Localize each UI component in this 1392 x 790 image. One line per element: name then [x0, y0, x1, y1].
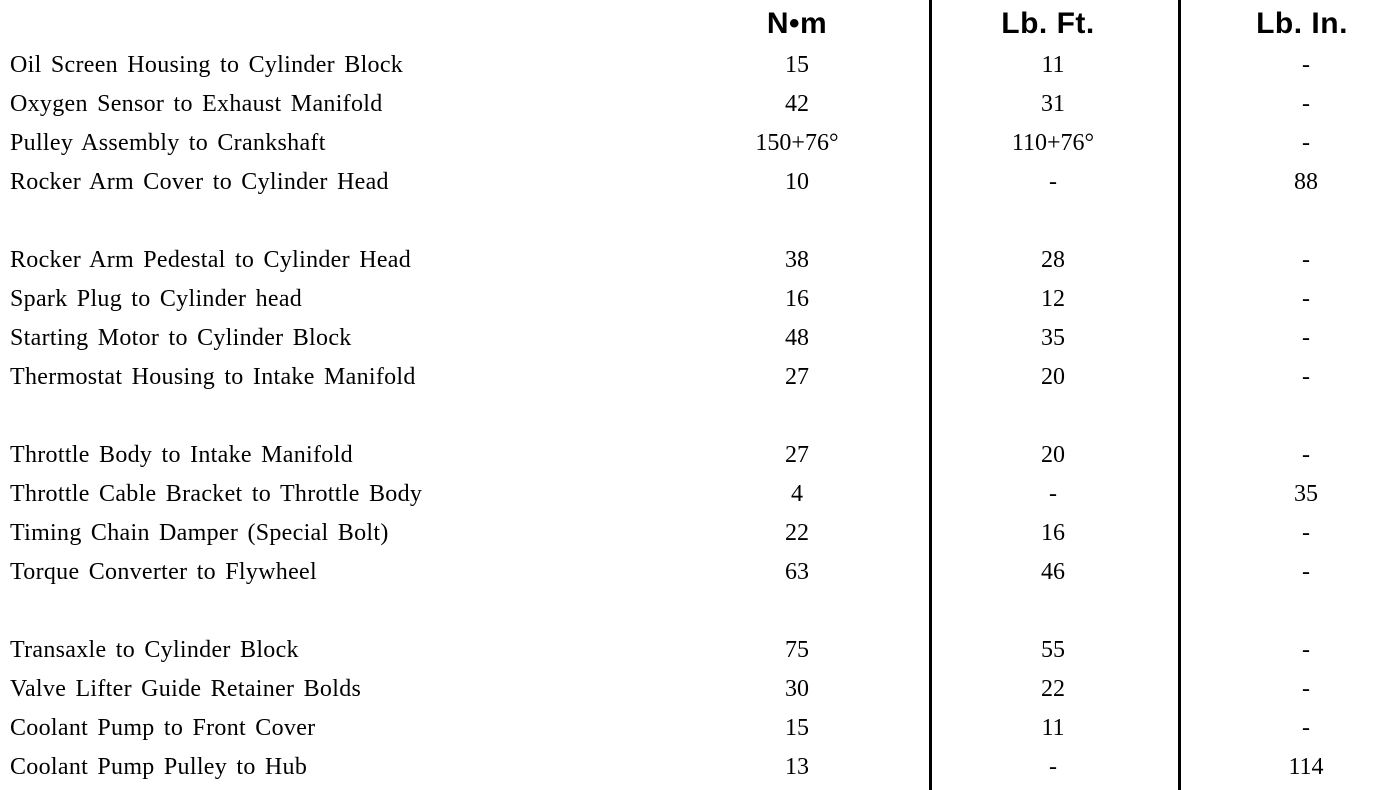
value-newton-meters: 150+76° [755, 130, 839, 156]
row-description: Coolant Pump to Front Cover [10, 715, 316, 741]
value-newton-meters: 15 [785, 715, 809, 741]
value-pound-feet: 20 [1041, 364, 1065, 390]
value-pound-inches: 114 [1288, 754, 1324, 780]
value-newton-meters: 75 [785, 637, 809, 663]
value-newton-meters: 27 [785, 364, 809, 390]
value-newton-meters: 4 [791, 481, 803, 507]
value-pound-feet: 110+76° [1011, 130, 1095, 156]
table-row [0, 631, 1392, 670]
table-row [0, 358, 1392, 397]
value-pound-feet: 35 [1041, 325, 1065, 351]
table-row [0, 514, 1392, 553]
table-body [0, 46, 1392, 787]
table-row [0, 670, 1392, 709]
row-description: Oil Screen Housing to Cylinder Block [10, 52, 404, 78]
value-pound-feet: 55 [1041, 637, 1065, 663]
group-spacer [0, 397, 1392, 436]
header-newton-meters: N•m [766, 7, 828, 40]
row-description: Coolant Pump Pulley to Hub [10, 754, 308, 780]
value-newton-meters: 13 [785, 754, 809, 780]
row-description: Torque Converter to Flywheel [10, 559, 317, 585]
value-newton-meters: 30 [785, 676, 809, 702]
value-pound-feet: - [1049, 169, 1057, 195]
value-pound-feet: 28 [1041, 247, 1065, 273]
value-pound-feet: 12 [1041, 286, 1065, 312]
row-description: Thermostat Housing to Intake Manifold [10, 364, 416, 390]
value-newton-meters: 16 [785, 286, 809, 312]
value-newton-meters: 42 [785, 91, 809, 117]
value-pound-feet: - [1049, 754, 1057, 780]
table-row [0, 748, 1392, 787]
row-description: Spark Plug to Cylinder head [10, 286, 303, 312]
value-pound-inches: - [1302, 637, 1310, 663]
value-pound-feet: 11 [1041, 715, 1065, 741]
value-newton-meters: 38 [785, 247, 809, 273]
row-description: Throttle Body to Intake Manifold [10, 442, 353, 468]
row-description: Throttle Cable Bracket to Throttle Body [10, 481, 423, 507]
value-pound-inches: - [1302, 130, 1310, 156]
table-row [0, 280, 1392, 319]
table-row [0, 124, 1392, 163]
value-newton-meters: 22 [785, 520, 809, 546]
value-pound-feet: - [1049, 481, 1057, 507]
row-description: Starting Motor to Cylinder Block [10, 325, 352, 351]
table-row [0, 553, 1392, 592]
value-pound-inches: - [1302, 559, 1310, 585]
value-newton-meters: 48 [785, 325, 809, 351]
value-newton-meters: 63 [785, 559, 809, 585]
group-spacer [0, 202, 1392, 241]
value-newton-meters: 15 [785, 52, 809, 78]
value-pound-feet: 11 [1041, 52, 1065, 78]
value-pound-feet: 16 [1041, 520, 1065, 546]
table-row [0, 475, 1392, 514]
row-description: Oxygen Sensor to Exhaust Manifold [10, 91, 383, 117]
value-pound-feet: 22 [1041, 676, 1065, 702]
value-pound-inches: 88 [1294, 169, 1318, 195]
row-description: Pulley Assembly to Crankshaft [10, 130, 326, 156]
value-pound-inches: - [1302, 364, 1310, 390]
value-pound-feet: 31 [1041, 91, 1065, 117]
row-description: Valve Lifter Guide Retainer Bolds [10, 676, 362, 702]
table-row [0, 319, 1392, 358]
value-pound-inches: - [1302, 91, 1310, 117]
value-pound-feet: 46 [1041, 559, 1065, 585]
table-row [0, 241, 1392, 280]
value-pound-feet: 20 [1041, 442, 1065, 468]
table-row [0, 709, 1392, 748]
header-pound-feet: Lb. Ft. [1001, 7, 1095, 40]
value-pound-inches: - [1302, 286, 1310, 312]
table-row [0, 163, 1392, 202]
value-newton-meters: 27 [785, 442, 809, 468]
value-pound-inches: - [1302, 520, 1310, 546]
table-row [0, 85, 1392, 124]
table-row [0, 46, 1392, 85]
row-description: Rocker Arm Cover to Cylinder Head [10, 169, 389, 195]
header-pound-inches: Lb. In. [1256, 7, 1348, 40]
value-pound-inches: - [1302, 442, 1310, 468]
row-description: Timing Chain Damper (Special Bolt) [10, 520, 389, 546]
row-description: Rocker Arm Pedestal to Cylinder Head [10, 247, 412, 273]
value-pound-inches: - [1302, 676, 1310, 702]
value-pound-inches: - [1302, 325, 1310, 351]
group-spacer [0, 592, 1392, 631]
value-pound-inches: 35 [1294, 481, 1318, 507]
table-row [0, 436, 1392, 475]
value-pound-inches: - [1302, 715, 1310, 741]
value-newton-meters: 10 [785, 169, 809, 195]
value-pound-inches: - [1302, 52, 1310, 78]
value-pound-inches: - [1302, 247, 1310, 273]
row-description: Transaxle to Cylinder Block [10, 637, 299, 663]
